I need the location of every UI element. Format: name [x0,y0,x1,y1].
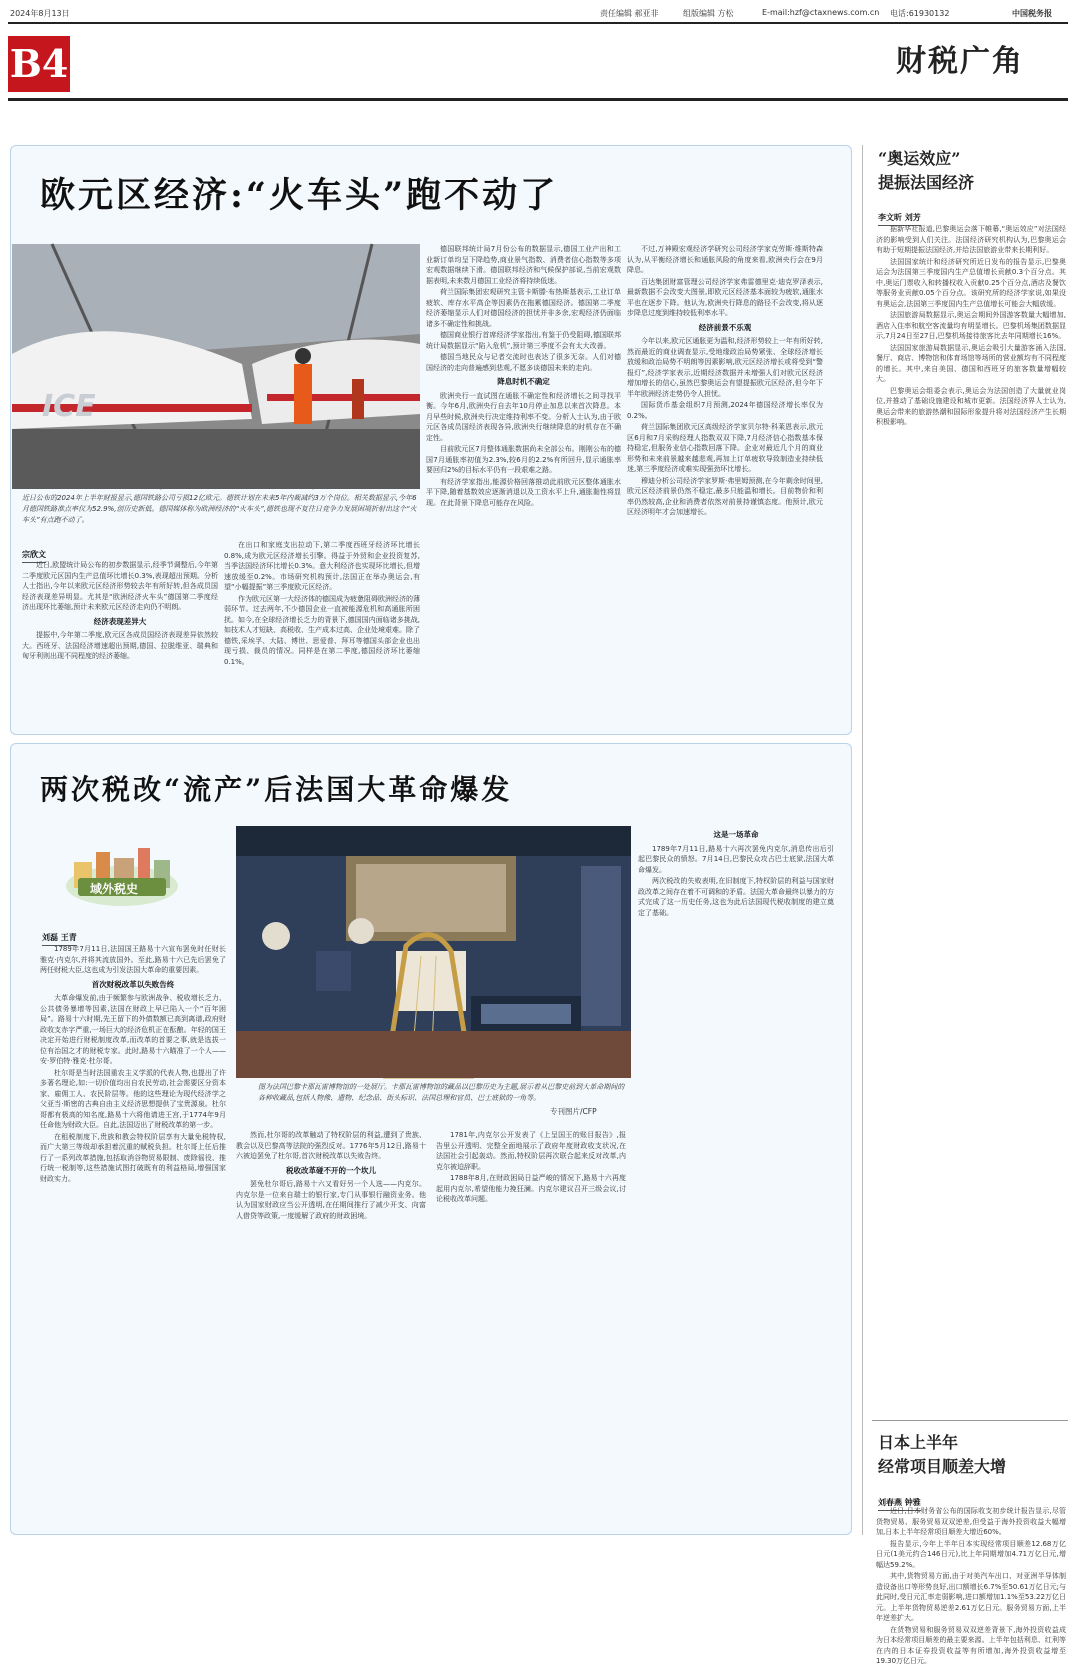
article2-title: 两次税改“流产”后法国大革命爆发 [40,773,513,806]
paper-name: 中国税务报 [1012,9,1052,18]
subhead: 降息时机不确定 [497,377,550,386]
article1-caption: 近日公布的2024年上半年财报显示,德国铁路公司亏损12亿欧元。德铁计划在未来5年内裁减约3万个岗位。相关数据显示,今年6月德国铁路准点率仅为52.9%,创历史新低。德国媒体称为欧洲经济的“火车头”,德铁也现不复往日竞争力发展困境折射出这个“火车头”有点跑不动了。 [22,494,417,524]
article2-col1: 1789年7月11日,法国国王路易十六宣布罢免时任财长雅克·内克尔,并将其流放国外。至此,路易十六已先后罢免了两任财税大臣,这也成为引发法国大革命的重要因素。 首次财税改革以失败告终 大革命爆发前,由于频繁参与欧洲战争、税收增长乏力、公共债务暴增等因素,法国在财政上早已陷入一个“百年困局”。路易十六时期,先王留下的外债数额已高到离谱,政府财政收支赤字严重,一场巨大的经济危机正在酝酿。年轻的国王决定开始进行财税制度改革,而改革的首要之事,就是选拔一位有治国之才的财税专家。此时,路易十六瞄准了一个人——安·罗伯特·雅克·杜尔哥。 杜尔哥是当时法国重农主义学派的代表人物,也提出了许多著名理论,如:一切价值均出自农民劳动,社会需要区分资本家、雇佣工人、农民阶层等。他的这些理论为现代经济学之父亚当·斯密的古典自由主义经济思想提供了宝贵源泉。杜尔哥都有极高的知名度,路易十六将他请进王宫,于1774年9月任命他为财政大臣。自此,法国迈出了财税改革的第一步。 在租税制度下,贵族和教会特权阶层享有大量免税特权,而广大第三等级却承担着沉重的赋税负担。杜尔哥上任后推行了一系列改革措施,包括取消谷物贸易限制、废除徭役、推行统一税制等,这些措施试图打破既有的利益格局,增强国家财政实力。 [40,945,226,1183]
issue-date: 2024年8月13日 [10,9,70,18]
article2-byline: 刘磊 王青 [42,925,77,946]
column-logo-text: 域外税史 [90,882,139,896]
page-number-badge: B4 [8,36,70,92]
sidebar2-title-1: 日本上半年 [878,1433,959,1452]
column-logo [64,842,180,908]
subhead: 税收改革碰不开的一个坎儿 [286,1165,376,1175]
sidebar1-byline: 李文昕 刘芳 [878,205,921,226]
phone-number: 电话:61930132 [890,9,950,18]
section-rule [8,98,1068,101]
subhead: 经济前景不乐观 [698,322,752,332]
sidebar1-title-1: “奥运效应” [878,149,961,168]
subhead: 首次财税改革以失败告终 [91,979,175,989]
sidebar2-title-2: 经常项目顺差大增 [878,1457,1007,1476]
sidebar1-title-2: 提振法国经济 [878,173,975,192]
article2-caption: 图为法国巴黎卡那瓦雷博物馆的一处展厅。卡那瓦雷博物馆的藏品以巴黎历史为主题,展示着从巴黎史前到大革命期间的各种收藏品,包括人物像、遗物、纪念品、街头标识、法国总理和官员、巴士底狱的一角等。 [258,1083,625,1102]
sidebar-divider [862,145,863,1535]
subhead: 经济表现差异大 [93,616,147,626]
sidebar-separator [872,1420,1068,1421]
article1-byline: 宗欣文 [22,542,46,563]
layout-credit: 组版编辑 方松 [683,9,734,18]
article1-col2: 在出口和家庭支出拉动下,第二季度西班牙经济环比增长0.8%,成为欧元区经济增长引擎。得益于外贸和企业投资复苏,当季法国经济环比增长0.3%。意大利经济也实现环比增长,但增速放缓至0.2%。市场研究机构预计,法国正在举办奥运会,有望“小幅提振”第三季度欧元区经济。 作为欧元区第一大经济体的德国成为疲惫阻碍欧洲经济的薄弱环节。过去两年,不少德国企业一直被能源危机和高通胀所困扰。如今,在全球经济增长乏力的背景下,德国国内面临诸多挑战,如技术人才短缺、高税收、生产成本过高、企业处境艰难。除了德铁,采埃孚、大陆、博世、思爱普、拜耳等德国头部企业也出现亏损、裁员的情况。同样是在第二季度,德国经济环比萎缩0.1%。 [224,541,420,666]
ice-lettering: ICE [42,389,96,424]
photo-credit: 专刊图片/CFP [550,1107,597,1116]
train-photo [12,244,420,489]
article2-col4: 这是一场革命 1789年7月11日,路易十六再次罢免内克尔,消息传出后引起巴黎民众的愤怒。7月14日,巴黎民众攻占巴士底狱,法国大革命爆发。 两次税改的失败表明,在旧制度下,特权阶层的利益与国家财政改革之间存在着不可调和的矛盾。法国大革命最终以暴力的方式完成了这一历史任务,这也为此后法国现代税收制度的建立奠定了基础。 [638,830,834,917]
article1-col3: 德国联邦统计局7月份公布的数据显示,德国工业产出和工业新订单均呈下降趋势,商业景气指数、消费者信心指数等多项宏观数据继续下滑。德国联邦经济和气候保护部说,当前宏观数据表明,未来数月德国工业经济将持续低迷。 荷兰国际集团宏观研究主管卡斯滕·布热斯基表示,工业订单疲软、库存水平高企等因素仍在拖累德国经济。德国第二季度经济萎缩显示人们对德国经济的担忧并非多余,宏观经济仍面临诸多不确定性和挑战。 德国商业银行首席经济学家指出,有鉴于仍受阻碍,德国联邦统计局数据显示“陷入危机”,预计第三季度不会有太大改善。 德国当地民众与记者交流时也表达了很多无奈。人们对德国经济的走向普遍感到悲观,不愿多谈德国未来的走向。 降息时机不确定 欧洲央行一直试图在通胀不确定性和经济增长之间寻找平衡。今年6月,欧洲央行自去年10月停止加息以来首次降息。本月早些时候,欧洲央行决定维持利率不变。分析人士认为,由于欧元区各成员国经济表现各异,欧洲央行继续降息的时机存在不确定性。 目前欧元区7月整体通胀数据尚未全部公布。刚刚公布的德国7月通胀率初值为2.3%,较6月的2.2%有所回升,显示通胀率要回归2%的目标水平仍有一段艰难之路。 有经济学家指出,能源价格回落推动此前欧元区整体通胀水平下降,随着基数效应逐渐消退以及工资水平上升,通胀黏性将显现。在此背景下降息可能存在风险。 [426,245,621,507]
museum-photo [236,826,631,1078]
article2-col3: 1781年,内克尔公开发表了《上呈国王的账目报告》,报告里公开透明、完整全面地展示了政府年度财政收支状况,在法国社会引起轰动。然而,特权阶层再次联合起来反对改革,内克尔被迫辞职。 1788年8月,在财政困局日益严峻的情况下,路易十六再度起用内克尔,希望他能力挽狂澜。内克尔建议召开三级会议,讨论税收改革问题。 [436,1131,626,1203]
article1-col1: 近日,欧盟统计局公布的初步数据显示,经季节调整后,今年第二季度欧元区国内生产总值环比增长0.3%,表现超出预期。分析人士指出,今年以来欧元区经济形势较去年有所好转,但各成员国经济表现差异明显。尤其是“欧洲经济火车头”德国第二季度经济出现环比萎缩,预计未来欧元区经济走向仍不明朗。 经济表现差异大 提振中,今年第二季度,欧元区各成员国经济表现差异依然较大。西班牙、法国经济增速超出预期,德国、拉脱维亚、瑞典和匈牙利则出现不同程度的经济萎缩。 [22,561,218,660]
sidebar2-byline: 刘春燕 钟雅 [878,1490,921,1511]
article1-col4: 不过,万神殿宏观经济学研究公司经济学家克劳斯·维斯特森认为,从平衡经济增长和通胀风险的角度来看,欧洲央行会在9月降息。 百达集团财富管理公司经济学家弗雷德里克·迪克罗泽表示,最新数据不会改变大图景,即欧元区经济基本面较为疲软,通胀水平也在逐步下降。他认为,欧洲央行降息的路径不会改变,将从逐步降息过度到维持较低利率水平。 经济前景不乐观 今年以来,欧元区通胀更为温和,经济形势较上一年有所好转,然而最近的商业调查显示,受地缘政治局势紧张、全球经济增长放缓和政治局势不明朗等因素影响,欧元区经济增长或将受到“警报灯”,经济学家表示,近期经济数据并未增强人们对欧元区经济增加增长的信心,虽然巴黎奥运会有望提振欧元区经济,但今年下半年欧洲经济走势仍令人担忧。 国际货币基金组织7月预测,2024年德国经济增长率仅为0.2%。 荷兰国际集团欧元区高级经济学家贝尔特·科莱恩表示,欧元区6月和7月采购经理人指数双双下降,7月经济信心指数基本保持稳定,但服务业信心指数回落下降。企业对最近几个月的商业形势和未来前景越来越悲观,再加上订单疲软导致制造业持续低迷,第三季度经济或难实现强劲环比增长。 穆迪分析公司经济学家罗斯·弗里姆预测,在今年剩余时间里,欧元区经济前景仍然不稳定,最多只能温和增长。目前物价和利率仍然较高,企业和消费者依然对前景持谨慎态度。他预计,欧元区经济明年才会加速增长。 [627,245,823,516]
article1-title: 欧元区经济:“火车头”跑不动了 [40,175,559,216]
subhead: 这是一场革命 [713,830,759,839]
article2-col2: 然而,杜尔哥的改革触动了特权阶层的利益,遭到了贵族、教会以及巴黎高等法院的强烈反对。1776年5月12日,路易十六被迫罢免了杜尔哥,首次财税改革以失败告终。 税收改革碰不开的一个坎儿 罢免杜尔哥后,路易十六又看好另一个人选——内克尔。内克尔是一位来自瑞士的银行家,专门从事银行融资业务。他认为国家财政应当公开透明,在任期间推行了减少开支、向富人借贷等政策,一度缓解了政府的财政困境。 [236,1131,426,1220]
section-name: 财税广角 [896,44,1024,79]
sidebar1-body: 据新华社报道,巴黎奥运会落下帷幕,“奥运效应”对法国经济的影响受到人们关注。法国经济研究机构认为,巴黎奥运会有助于短期提振法国经济,并给法国旅游业带来长期利好。 法国国家统计和经济研究所近日发布的报告显示,巴黎奥运会为法国第三季度国内生产总值增长贡献0.3个百分点。其中,奥运门票收入和转播权收入贡献0.25个百分点,酒店及餐饮等服务业贡献0.05个百分点。该研究所的经济学家说,如果没有奥运会,法国第三季度国内生产总值增长可能会大幅放缓。 法国旅游局数据显示,奥运会期间外国游客数量大幅增加,酒店入住率和航空客流量均有明显增长。巴黎机场集团数据显示,7月24日至27日,巴黎机场接待旅客比去年同期增长16%。 法国国家旅游局数据显示,奥运会吸引大量游客涌入法国,餐厅、商店、博物馆和体育场馆等场所的营业额均有不同程度的增长。其中,来自美国、德国和西班牙的旅客数量增幅较大。 巴黎奥运会组委会表示,奥运会为法国创造了大量就业岗位,并推动了基础设施建设和城市更新。法国经济界人士认为,奥运会带来的旅游热潮和国际形象提升将对法国经济产生长期积极影响。 [876,225,1066,426]
header-rule [8,22,1068,24]
sidebar2-body: 近日,日本财务省公布的国际收支初步统计报告显示,尽管货物贸易、服务贸易双双逆差,但受益于海外投资收益大幅增加,日本上半年经常项目顺差大增近60%。 报告显示,今年上半年日本实现经常项目顺差12.68万亿日元(1美元约合146日元),比上年同期增加4.71万亿日元,增幅达59.2%。 其中,货物贸易方面,由于对美汽车出口、对亚洲半导体制造设备出口等形势良好,出口额增长6.7%至50.61万亿日元;与此同时,受日元汇率走弱影响,进口额增加1.1%至53.22万亿日元。上半年货物贸易逆差2.61万亿日元。服务贸易方面,上半年逆差扩大。 在货物贸易和服务贸易双双逆差背景下,海外投资收益成为日本经常项目顺差的最主要来源。上半年包括利息、红利等在内的日本证券投资收益等有所增加,海外投资收益增至19.30万亿日元。 [876,1507,1066,1665]
email-link[interactable]: E-mail:hzf@ctaxnews.com.cn [762,8,880,17]
editor-credit: 责任编辑 郝亚非 [600,9,659,18]
